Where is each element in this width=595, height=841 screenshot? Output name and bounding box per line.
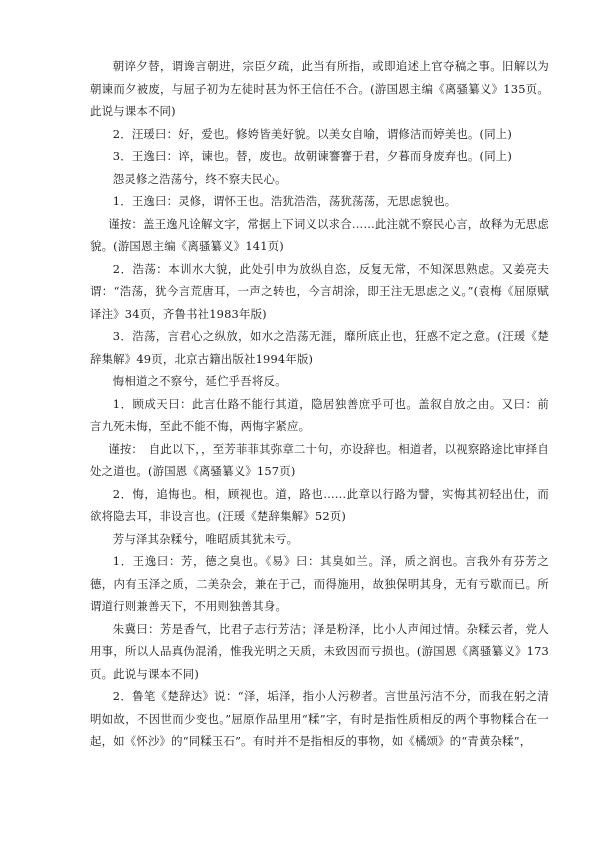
paragraph-note-wang-yi-fang: 1．王逸曰：芳，德之臭也。《易》曰：其臭如兰。泽，质之润也。言我外有芬芳之德，内有玉泽之质，二美杂会，兼在于己，而得施用，故独保明其身，无有亏歇而已。所谓道行则兼善天下，不用则独善其身。 [90, 554, 549, 613]
paragraph-note-gu-chengtian: 1．顾成天曰：此言仕路不能行其道，隐居独善庶乎可也。盖叙自放之由。又曰：前言九死未悔，至此不能不悔，两悔字紧应。 [90, 396, 549, 433]
paragraph-verse-fang-yu-ze: 芳与泽其杂糅兮，唯昭质其犹未亏。 [112, 531, 299, 546]
paragraph-note-wang-yi-sui: 3．王逸曰：谇，谏也。替，废也。故朝谏謇謇于君，夕暮而身废弃也。(同上) [112, 149, 513, 163]
paragraph-note-wang-yuan-haokua: 2．汪瑗曰：好，爱也。修姱皆美好貌。以美女自喻，谓修洁而婷美也。(同上) [112, 126, 513, 141]
paragraph-note-wang-yi-lingxiu: 1．王逸曰：灵修，谓怀王也。浩犹浩浩，荡犹荡荡，无思虑貌也。 [112, 194, 457, 208]
paragraph-verse-hui-xiangdao: 悔相道之不察兮，延伫乎吾将反。 [112, 374, 287, 388]
paragraph-jinan-haodang: 谨按：盖王逸凡诠解文字，常据上下词义以求合……此注就不察民心言，故释为无思虑貌。(游国恩主编《离骚纂义》141页) [90, 216, 549, 253]
paragraph-note-lu-bi-chuci-da: 2．鲁笔《楚辞达》说：“泽，垢泽，指小人污秽者。言世虽污洁不分，而我在躬之清明如故，不因世而少变也。”屈原作品里用“糅”字，有时是指性质相反的两个事物糅合在一起，如《怀沙》的“同糅玉石”。有时并不是指相反的事物，如《橘颂》的“青黄杂糅”， [90, 689, 549, 748]
paragraph-zhaocui-xiti-note: 朝谇夕替，谓谗言朝进，宗臣夕疏，此当有所指，或即追述上官夺稿之事。旧解以为朝谏而夕被废，与屈子初为左徒时甚为怀王信任不合。(游国恩主编《离骚纂义》135页。此说与课本不同) [90, 59, 549, 118]
paragraph-verse-yuan-lingxiu: 怨灵修之浩荡兮，终不察夫民心。 [112, 171, 287, 186]
paragraph-note-hui-wang-yuan: 2．悔，追悔也。相，顾视也。道，路也……此章以行路为譬，实悔其初轻出仕，而欲将隐去耳，非设言也。(汪瑗《楚辞集解》52页) [90, 486, 549, 523]
paragraph-note-haodang-yuan-mei: 2．浩荡：本训水大貌，此处引申为放纵自恣，反复无常，不知深思熟虑。又姜亮夫谓：“浩荡，犹今言荒唐耳，一声之转也，今言胡涂，即王注无思虑之义。”(袁梅《屈原赋译注》34页，齐鲁书社1983年版) [90, 261, 549, 321]
paragraph-note-haodang-wang-yuan: 3．浩荡，言君心之纵放，如水之浩荡无涯，靡所底止也，狂惑不定之意。(汪瑗《楚辞集解》49页，北京古籍出版社1994年版) [90, 329, 549, 366]
paragraph-note-zhu-ji: 朱冀曰：芳是香气，比君子志行芳洁；泽是粉泽，比小人声闻过情。杂糅云者，党人用事，所以人品真伪混淆，惟我光明之天质，未致因而亏损也。(游国恩《离骚纂义》173页。此说与课本不同) [90, 621, 549, 681]
paragraph-jinan-xiangdao: 谨按： 自此以下，，至芳菲菲其弥章二十句，亦设辞也。相道者，以视察路途比审择自处之道也。(游国恩《离骚纂义》157页) [90, 441, 549, 478]
